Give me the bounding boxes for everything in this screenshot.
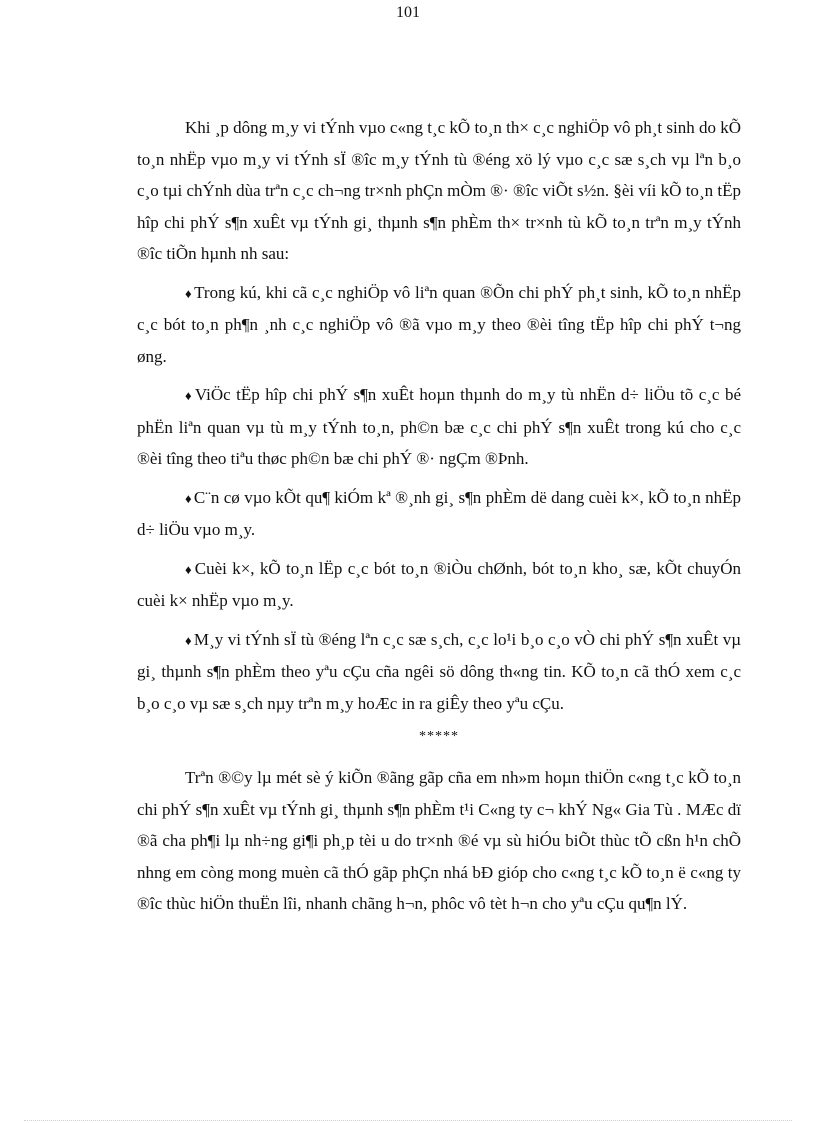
diamond-bullet-icon: ♦ — [185, 388, 193, 403]
diamond-bullet-icon: ♦ — [185, 632, 192, 648]
bullet-text: ViÖc tËp hîp chi phÝ s¶n xuÊt hoµn thµnh do m¸y tù nhËn d÷ liÖu tõ c¸c bé phËn liªn quan vµ tù m¸y tÝnh to¸n, ph©n bæ c¸c chi phÝ s¶n xuÊt trong kú cho c¸c ®èi tîng theo tiªu thøc ph©n bæ chi phÝ ®· ngÇm ®Þnh. — [137, 385, 742, 468]
diamond-bullet-icon: ♦ — [185, 285, 193, 301]
diamond-bullet-icon: ♦ — [185, 490, 192, 506]
bullet-item — [137, 277, 741, 373]
bullet-text: Cuèi k×, kÕ to¸n lËp c¸c bót to¸n ®iÒu chØnh, bót to¸n kho¸ sæ, kÕt chuyÓn cuèi k× nhËp vµo m¸y. — [137, 558, 741, 610]
bullet-item — [137, 379, 741, 475]
intro-paragraph: Khi ¸p dông m¸y vi tÝnh vµo c«ng t¸c kÕ to¸n th× c¸c nghiÖp vô ph¸t sinh do kÕ to¸n nhËp vµo m¸y vi tÝnh sÏ ®îc m¸y tÝnh tù ®éng xö lý vµo c¸c sæ s¸ch vµ lªn b¸o c¸o tµi chÝnh dùa trªn c¸c ch¬ng tr×nh phÇn mÒm ®· ®îc viÕt s½n. §èi víi kÕ to¸n tËp hîp chi phÝ s¶n xuÊt vµ tÝnh gi¸ thµnh s¶n phÈm th× tr×nh tù kÕ to¸n trªn m¸y tÝnh ®îc tiÕn hµnh nh sau: — [137, 118, 741, 263]
bullet-item — [137, 553, 741, 617]
bullet-text: Trong kú, khi cã c¸c nghiÖp vô liªn quan ®Õn chi phÝ ph¸t sinh, kÕ to¸n nhËp c¸c bót to¸n ph¶n ¸nh c¸c nghiÖp vô ®ã vµo m¸y theo ®èi tîng tËp hîp chi phÝ t¬ng øng. — [137, 282, 742, 366]
bullet-text: C¨n cø vµo kÕt qu¶ kiÓm kª ®¸nh gi¸ s¶n phÈm dë dang cuèi k×, kÕ to¸n nhËp d÷ liÖu vµo m¸y. — [137, 487, 741, 539]
diamond-bullet-icon: ♦ — [185, 561, 193, 577]
page-number: 101 — [396, 4, 420, 21]
bullet-item — [137, 482, 741, 546]
section-separator: ***** — [419, 729, 459, 744]
closing-paragraph: Trªn ®©y lµ mét sè ý kiÕn ®ãng gãp cña em nh»m hoµn thiÖn c«ng t¸c kÕ to¸n chi phÝ s¶n xuÊt vµ tÝnh gi¸ thµnh s¶n phÈm t¹i C«ng ty c¬ khÝ Ng« Gia Tù . MÆc dï ®ã cha ph¶i lµ nh÷ng gi¶i ph¸p tèi u do tr×nh ®é vµ sù hiÓu biÕt thùc tÕ cßn h¹n chÕ nhng em còng mong muèn cã thÓ gãp phÇn nhá bÐ gióp cho c«ng t¸c kÕ to¸n ë c«ng ty ®îc thùc hiÖn thuËn lîi, nhanh chãng h¬n, phôc vô tèt h¬n cho yªu cÇu qu¶n lÝ. — [137, 768, 741, 913]
bullet-item — [137, 624, 741, 720]
document-body — [137, 112, 741, 927]
footer-divider — [24, 1120, 792, 1121]
bullet-text: M¸y vi tÝnh sÏ tù ®éng lªn c¸c sæ s¸ch, c¸c lo¹i b¸o c¸o vÒ chi phÝ s¶n xuÊt vµ gi¸ thµnh s¶n phÈm theo yªu cÇu cña ngêi sö dông th«ng tin. KÕ to¸n cã thÓ xem c¸c b¸o c¸o vµ sæ s¸ch nµy trªn m¸y hoÆc in ra giÊy theo yªu cÇu. — [137, 629, 741, 713]
